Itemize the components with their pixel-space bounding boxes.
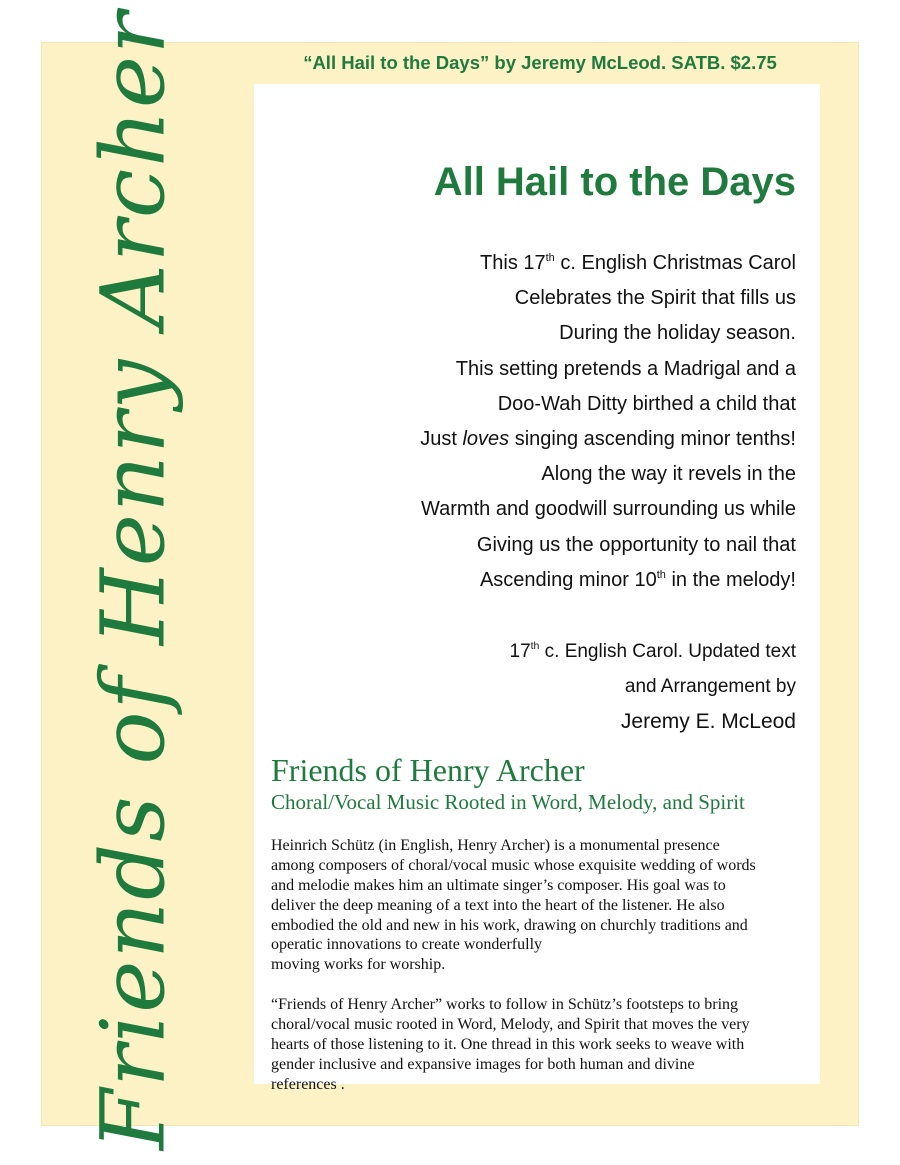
paragraph-gap bbox=[271, 975, 816, 995]
bio-line: among composers of choral/vocal music whose exquisite wedding of words bbox=[271, 856, 756, 874]
poem-line: Giving us the opportunity to nail that bbox=[476, 533, 796, 556]
organization-tagline: Choral/Vocal Music Rooted in Word, Melody, and Spirit bbox=[271, 790, 745, 814]
organization-bio bbox=[271, 836, 816, 1095]
poem-line: Warmth and goodwill surrounding us while bbox=[421, 498, 796, 521]
poem-line: Ascending minor 10th in the melody! bbox=[479, 568, 796, 591]
bio-line: moving works for worship. bbox=[271, 956, 446, 974]
bio-line: gender inclusive and expansive images for both human and divine bbox=[271, 1055, 695, 1073]
poem-line: This 17th c. English Christmas Carol bbox=[480, 251, 796, 274]
arrangement-credits bbox=[316, 634, 796, 739]
credit-line: and Arrangement by bbox=[624, 676, 796, 697]
price-header: “All Hail to the Days” by Jeremy McLeod. SATB. $2.75 bbox=[303, 52, 777, 73]
bio-line: Heinrich Schütz (in English, Henry Archer) is a monumental presence bbox=[271, 837, 720, 854]
bio-line: hearts of those listening to it. One thread in this work seeks to weave with bbox=[271, 1036, 745, 1054]
poem-line: Doo-Wah Ditty birthed a child that bbox=[497, 392, 796, 415]
credit-line: 17th c. English Carol. Updated text bbox=[509, 641, 796, 662]
vertical-side-title: Friends of Henry Archer bbox=[81, 10, 185, 1150]
bio-line: and melodie makes him an ultimate singer’s composer. His goal was to bbox=[271, 876, 726, 894]
bio-line: embodied the old and new in his work, drawing on churchly traditions and bbox=[271, 916, 748, 934]
bio-line: references . bbox=[271, 1075, 345, 1093]
poem-line: This setting pretends a Madrigal and a bbox=[455, 357, 796, 380]
poem-line: During the holiday season. bbox=[559, 322, 796, 345]
poem-description bbox=[316, 246, 796, 598]
poem-line: Just loves singing ascending minor tenths! bbox=[420, 427, 796, 450]
poem-line: Celebrates the Spirit that fills us bbox=[514, 287, 796, 310]
bio-line: “Friends of Henry Archer” works to follow in Schütz’s footsteps to bring bbox=[271, 996, 739, 1014]
bio-line: choral/vocal music rooted in Word, Melody, and Spirit that moves the very bbox=[271, 1016, 750, 1034]
bio-line: operatic innovations to create wonderfully bbox=[271, 936, 543, 954]
bio-line: deliver the deep meaning of a text into the heart of the listener. He also bbox=[271, 896, 725, 914]
poem-line: Along the way it revels in the bbox=[541, 463, 796, 486]
organization-name: Friends of Henry Archer bbox=[271, 752, 585, 788]
author-name: Jeremy E. McLeod bbox=[620, 710, 796, 733]
page-title: All Hail to the Days bbox=[433, 160, 796, 204]
